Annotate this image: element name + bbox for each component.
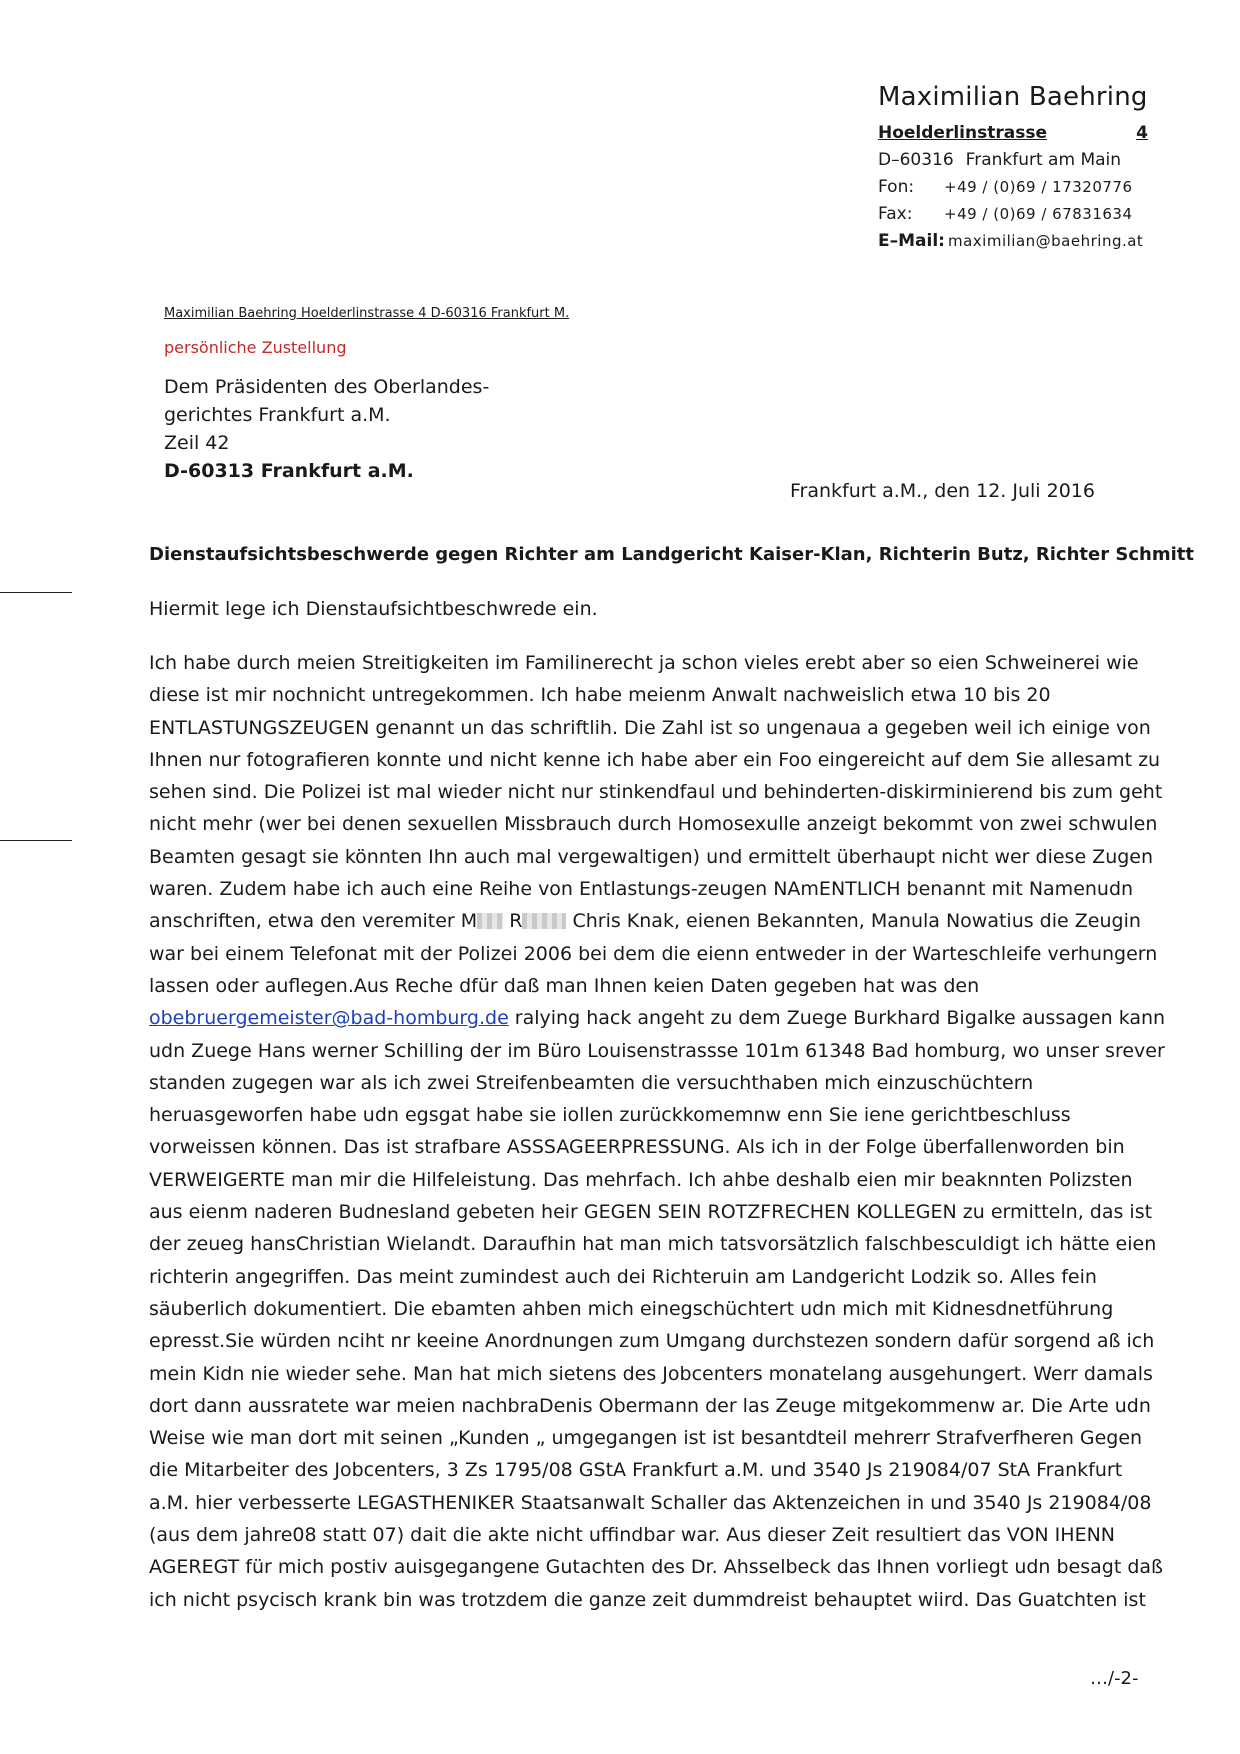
body-line: waren. Zudem habe ich auch eine Reihe von Entlastungs-zeugen NAmENTLICH benannt mit Namenudn	[149, 878, 1134, 901]
redacted-name	[477, 913, 503, 929]
body-line: nicht mehr (wer bei denen sexuellen Missbrauch durch Homosexulle anzeigt bekommt von zwei schwulen	[149, 813, 1158, 836]
sender-city: Frankfurt am Main	[965, 150, 1122, 170]
body-line: vorweissen können. Das ist strafbare ASSSAGEERPRESSUNG. Als ich in der Folge überfallenworden bin	[149, 1136, 1125, 1159]
fold-mark-middle	[0, 840, 72, 841]
fax-label: Fax:	[878, 204, 913, 224]
body-line-part: anschriften, etwa den veremiter M	[149, 910, 478, 933]
sender-block	[878, 82, 1148, 255]
body-line: ENTLASTUNGSZEUGEN genannt un das schriftlih. Die Zahl ist so ungenaua a gegeben weil ich einige von	[149, 716, 1151, 739]
subject-line: Dienstaufsichtsbeschwerde gegen Richter am Landgericht Kaiser-Klan, Richterin Butz, Richter Schmitt	[149, 544, 1194, 565]
phone-label: Fon:	[878, 177, 915, 197]
body-line: udn Zuege Hans werner Schilling der im Büro Louisenstrassse 101m 61348 Bad homburg, wo unser srever	[149, 1039, 1165, 1062]
body-line: sehen sind. Die Polizei ist mal wieder nicht nur stinkendfaul und behinderten-diskirminierend bis zum geht	[149, 781, 1163, 804]
return-address-line: Maximilian Baehring Hoelderlinstrasse 4 D-60316 Frankfurt M.	[164, 306, 570, 321]
sender-street: Hoelderlinstrasse	[878, 123, 1047, 143]
email-link[interactable]: obebruergemeister@bad-homburg.de	[149, 1007, 509, 1030]
sender-fax-line	[878, 201, 1148, 228]
sender-name: Maximilian Baehring	[878, 82, 1148, 112]
body-line: Weise wie man dort mit seinen „Kunden „ umgegangen ist ist besantdteil mehrerr Strafverfheren Gegen	[149, 1427, 1143, 1450]
body-line: diese ist mir nochnicht untregekommen. Ich habe meienm Anwalt nachweislich etwa 10 bis 20	[149, 684, 1051, 707]
sender-city-line	[878, 147, 1148, 174]
fold-mark-top	[0, 592, 72, 593]
body-line-redacted	[149, 905, 1149, 937]
body-line: lassen oder auflegen.Aus Reche dfür daß man Ihnen keien Daten gegeben hat was den	[149, 974, 980, 997]
body-line: a.M. hier verbesserte LEGASTHENIKER Staatsanwalt Schaller das Aktenzeichen in und 3540 Js 219084/08	[149, 1491, 1152, 1514]
body-line: säuberlich dokumentiert. Die ebamten ahben mich einegschüchtert udn mich mit Kidnesdnetführung	[149, 1297, 1114, 1320]
date-line: Frankfurt a.M., den 12. Juli 2016	[790, 480, 1095, 502]
recipient-line-4: D-60313 Frankfurt a.M.	[164, 460, 414, 482]
body-line: Ich habe durch meien Streitigkeiten im Familinerecht ja schon vieles erebt aber so eien Schweinerei wie	[149, 652, 1139, 674]
body-line: Beamten gesagt sie könnten Ihn auch mal vergewaltigen) und ermittelt überhaupt nicht wer diese Zugen	[149, 845, 1154, 868]
body-line: (aus dem jahre08 statt 07) dait die akte nicht uffindbar war. Aus dieser Zeit resultiert das VON IHENN	[149, 1524, 1115, 1547]
sender-street-line	[878, 120, 1148, 147]
body-line: der zeueg hansChristian Wielandt. Daraufhin hat man mich tatsvorsätzlich falschbesculdigt ich hätte eien	[149, 1233, 1157, 1256]
body-line: AGEREGT für mich postiv auisgegangene Gutachten des Dr. Ahsselbeck das Ihnen vorliegt udn besagt daß	[149, 1556, 1164, 1579]
recipient-line-2: gerichtes Frankfurt a.M.	[164, 404, 391, 426]
body-line: die Mitarbeiter des Jobcenters, 3 Zs 1795/08 GStA Frankfurt a.M. und 3540 Js 219084/07 StA Frankfurt	[149, 1459, 1123, 1482]
body-line-part: ralying hack angeht zu dem Zuege Burkhard Bigalke aussagen kann	[508, 1007, 1166, 1030]
body-line: ich nicht psycisch krank bin was trotzdem die ganze zeit dummdreist behauptet wiird. Das Guatchten ist	[149, 1588, 1146, 1611]
body-line-part: R	[509, 910, 523, 933]
body-line: mein Kidn nie wieder sehe. Man hat mich sietens des Jobcenters monatelang ausgehungert. Werr damals	[149, 1362, 1153, 1385]
recipient-line-3: Zeil 42	[164, 432, 230, 454]
body-line: standen zugegen war als ich zwei Streifenbeamten die versuchthaben mich einzuschüchtern	[149, 1071, 1034, 1094]
delivery-note: persönliche Zustellung	[164, 338, 347, 357]
body-line: epresst.Sie würden nciht nr keeine Anordnungen zum Umgang durchstezen sondern dafür sorgend aß ich	[149, 1330, 1155, 1353]
body-line: richterin angegriffen. Das meint zumindest auch dei Richteruin am Landgericht Lodzik so. Alles fein	[149, 1265, 1097, 1288]
sender-postal-code: D–60316	[878, 150, 954, 170]
body-line-with-link	[149, 1002, 1166, 1034]
page-continuation-marker: …/-2-	[1090, 1668, 1139, 1689]
body-line: VERWEIGERTE man mir die Hilfeleistung. Das mehrfach. Ich ahbe deshalb eien mir beaknnten Polizsten	[149, 1168, 1133, 1191]
body-line: heruasgeworfen habe udn egsgat habe sie iollen zurückkomemnw enn Sie iene gerichtbeschluss	[149, 1104, 1071, 1127]
sender-house-number: 4	[1136, 123, 1148, 143]
intro-sentence: Hiermit lege ich Dienstaufsichtbeschwrede ein.	[149, 598, 598, 620]
body-line: war bei einem Telefonat mit der Polizei 2006 bei dem die eienn entweder in der Warteschleife verhungern	[149, 942, 1158, 965]
body-line: dort dann aussratete war meien nachbraDenis Obermann der las Zeuge mitgekommenw ar. Die Arte udn	[149, 1394, 1151, 1417]
recipient-address	[164, 373, 489, 485]
fax-number: +49 / (0)69 / 67831634	[944, 205, 1133, 223]
recipient-line-1: Dem Präsidenten des Oberlandes-	[164, 376, 490, 398]
phone-number: +49 / (0)69 / 17320776	[944, 178, 1133, 196]
letter-body	[149, 647, 1166, 1616]
sender-email-line	[878, 228, 1148, 255]
redacted-name	[522, 913, 566, 929]
body-line: aus eienm naderen Budnesland gebeten heir GEGEN SEIN ROTZFRECHEN KOLLEGEN zu ermitteln, das ist	[149, 1201, 1153, 1224]
body-line-part: Chris Knak, eienen Bekannten, Manula Nowatius die Zeugin	[566, 910, 1141, 933]
sender-phone-line	[878, 174, 1148, 201]
email-label: E–Mail:	[878, 231, 945, 251]
body-line: Ihnen nur fotografieren konnte und nicht kenne ich habe aber ein Foo eingereicht auf dem Sie allesamt zu	[149, 748, 1161, 771]
email-address: maximilian@baehring.at	[948, 232, 1144, 250]
